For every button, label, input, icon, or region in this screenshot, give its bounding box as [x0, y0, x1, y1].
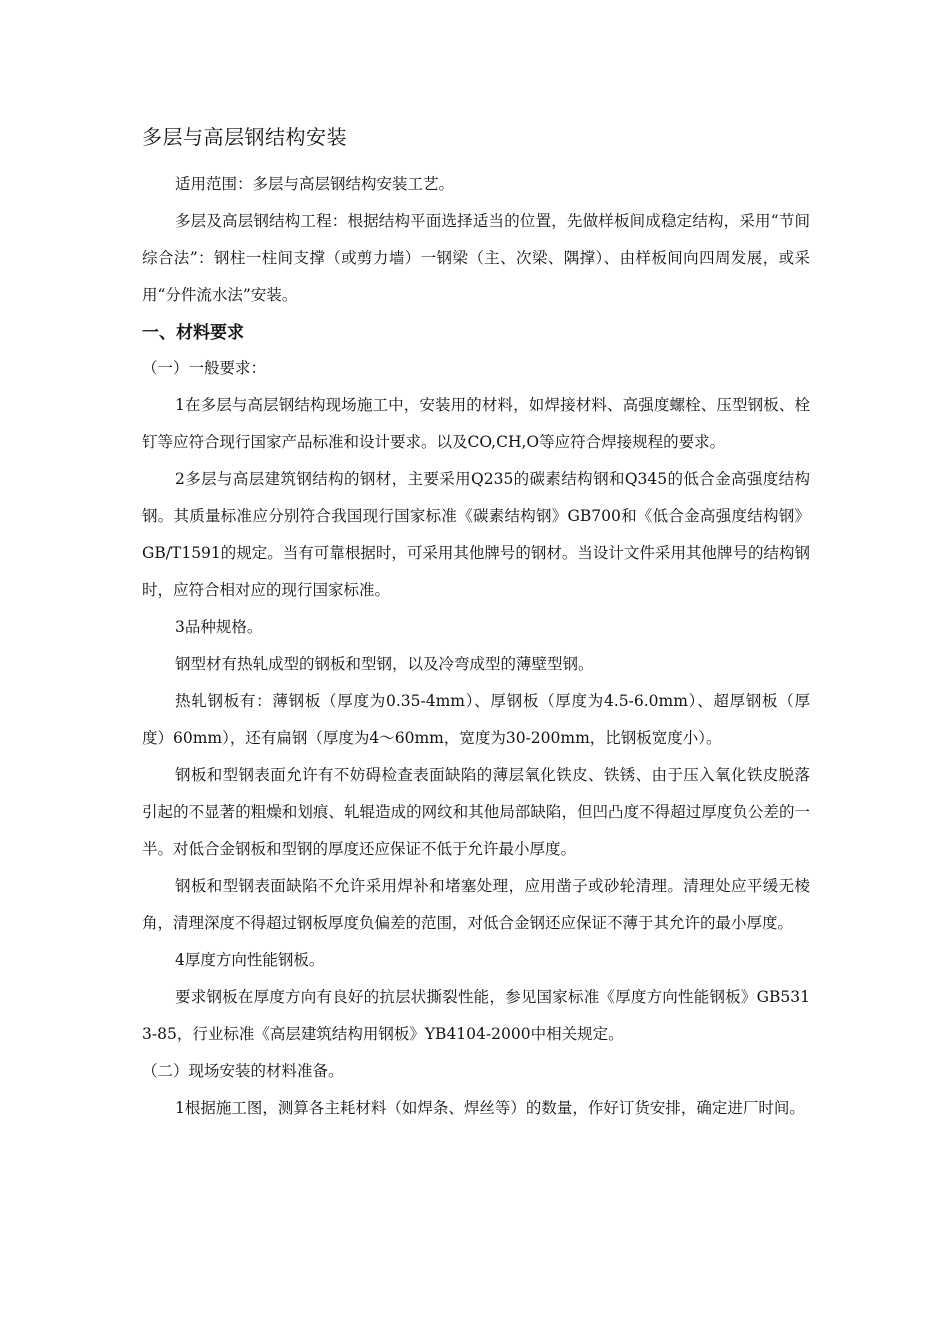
section-heading-materials: 一、材料要求 — [142, 323, 244, 343]
item-2-paragraph: 2多层与高层建筑钢结构的钢材，主要采用Q235的碳素结构钢和Q345的低合金高强度结构钢。其质量标准应分别符合我国现行国家标准《碳素结构钢》GB700和《低合金高强度结构钢》GB/T1591的规定。当有可靠根据时，可采用其他牌号的钢材。当设计文件采用其他牌号的结构钢时，应符合相对应的现行国家标准。 — [142, 470, 810, 599]
document-title: 多层与高层钢结构安装 — [142, 125, 347, 149]
document-body — [142, 122, 810, 1127]
subsection-heading-site-materials: （二）现场安装的材料准备。 — [142, 1062, 344, 1080]
item-3-paragraph-4: 钢板和型钢表面缺陷不允许采用焊补和堵塞处理，应用凿子或砂轮清理。清理处应平缓无棱角，清理深度不得超过钢板厚度负偏差的范围，对低合金钢还应保证不薄于其允许的最小厚度。 — [142, 877, 810, 932]
subsection-heading-general: （一）一般要求： — [142, 359, 267, 377]
item-3-paragraph-1: 钢型材有热轧成型的钢板和型钢，以及冷弯成型的薄壁型钢。 — [175, 655, 594, 673]
item-4-paragraph-1: 要求钢板在厚度方向有良好的抗层状撕裂性能，参见国家标准《厚度方向性能钢板》GB5313-85，行业标准《高层建筑结构用钢板》YB4104-2000中相关规定。 — [142, 988, 810, 1043]
item-3-heading: 3品种规格。 — [175, 618, 263, 636]
intro-paragraph: 多层及高层钢结构工程：根据结构平面选择适当的位置，先做样板间成稳定结构，采用“节间综合法”：钢柱一柱间支撑（或剪力墙）一钢梁（主、次梁、隅撑）、由样板间向四周发展，或采用“分件流水法”安装。 — [142, 212, 810, 304]
scope-paragraph: 适用范围：多层与高层钢结构安装工艺。 — [175, 175, 455, 193]
item-3-paragraph-3: 钢板和型钢表面允许有不妨碍检查表面缺陷的薄层氧化铁皮、铁锈、由于压入氧化铁皮脱落引起的不显著的粗燥和划痕、轧辊造成的网纹和其他局部缺陷，但凹凸度不得超过厚度负公差的一半。对低合金钢板和型钢的厚度还应保证不低于允许最小厚度。 — [142, 766, 810, 858]
site-item-1-paragraph: 1根据施工图，测算各主耗材料（如焊条、焊丝等）的数量，作好订货安排，确定进厂时间。 — [175, 1099, 805, 1117]
item-1-paragraph: 1在多层与高层钢结构现场施工中，安装用的材料，如焊接材料、高强度螺栓、压型钢板、栓钉等应符合现行国家产品标准和设计要求。以及CO,CH,O等应符合焊接规程的要求。 — [142, 396, 810, 451]
item-3-paragraph-2: 热轧钢板有：薄钢板（厚度为0.35-4mm）、厚钢板（厚度为4.5-6.0mm）、超厚钢板（厚度）60mm），还有扁钢（厚度为4～60mm，宽度为30-200mm，比钢板宽度小）。 — [142, 692, 810, 747]
item-4-heading: 4厚度方向性能钢板。 — [175, 951, 325, 969]
